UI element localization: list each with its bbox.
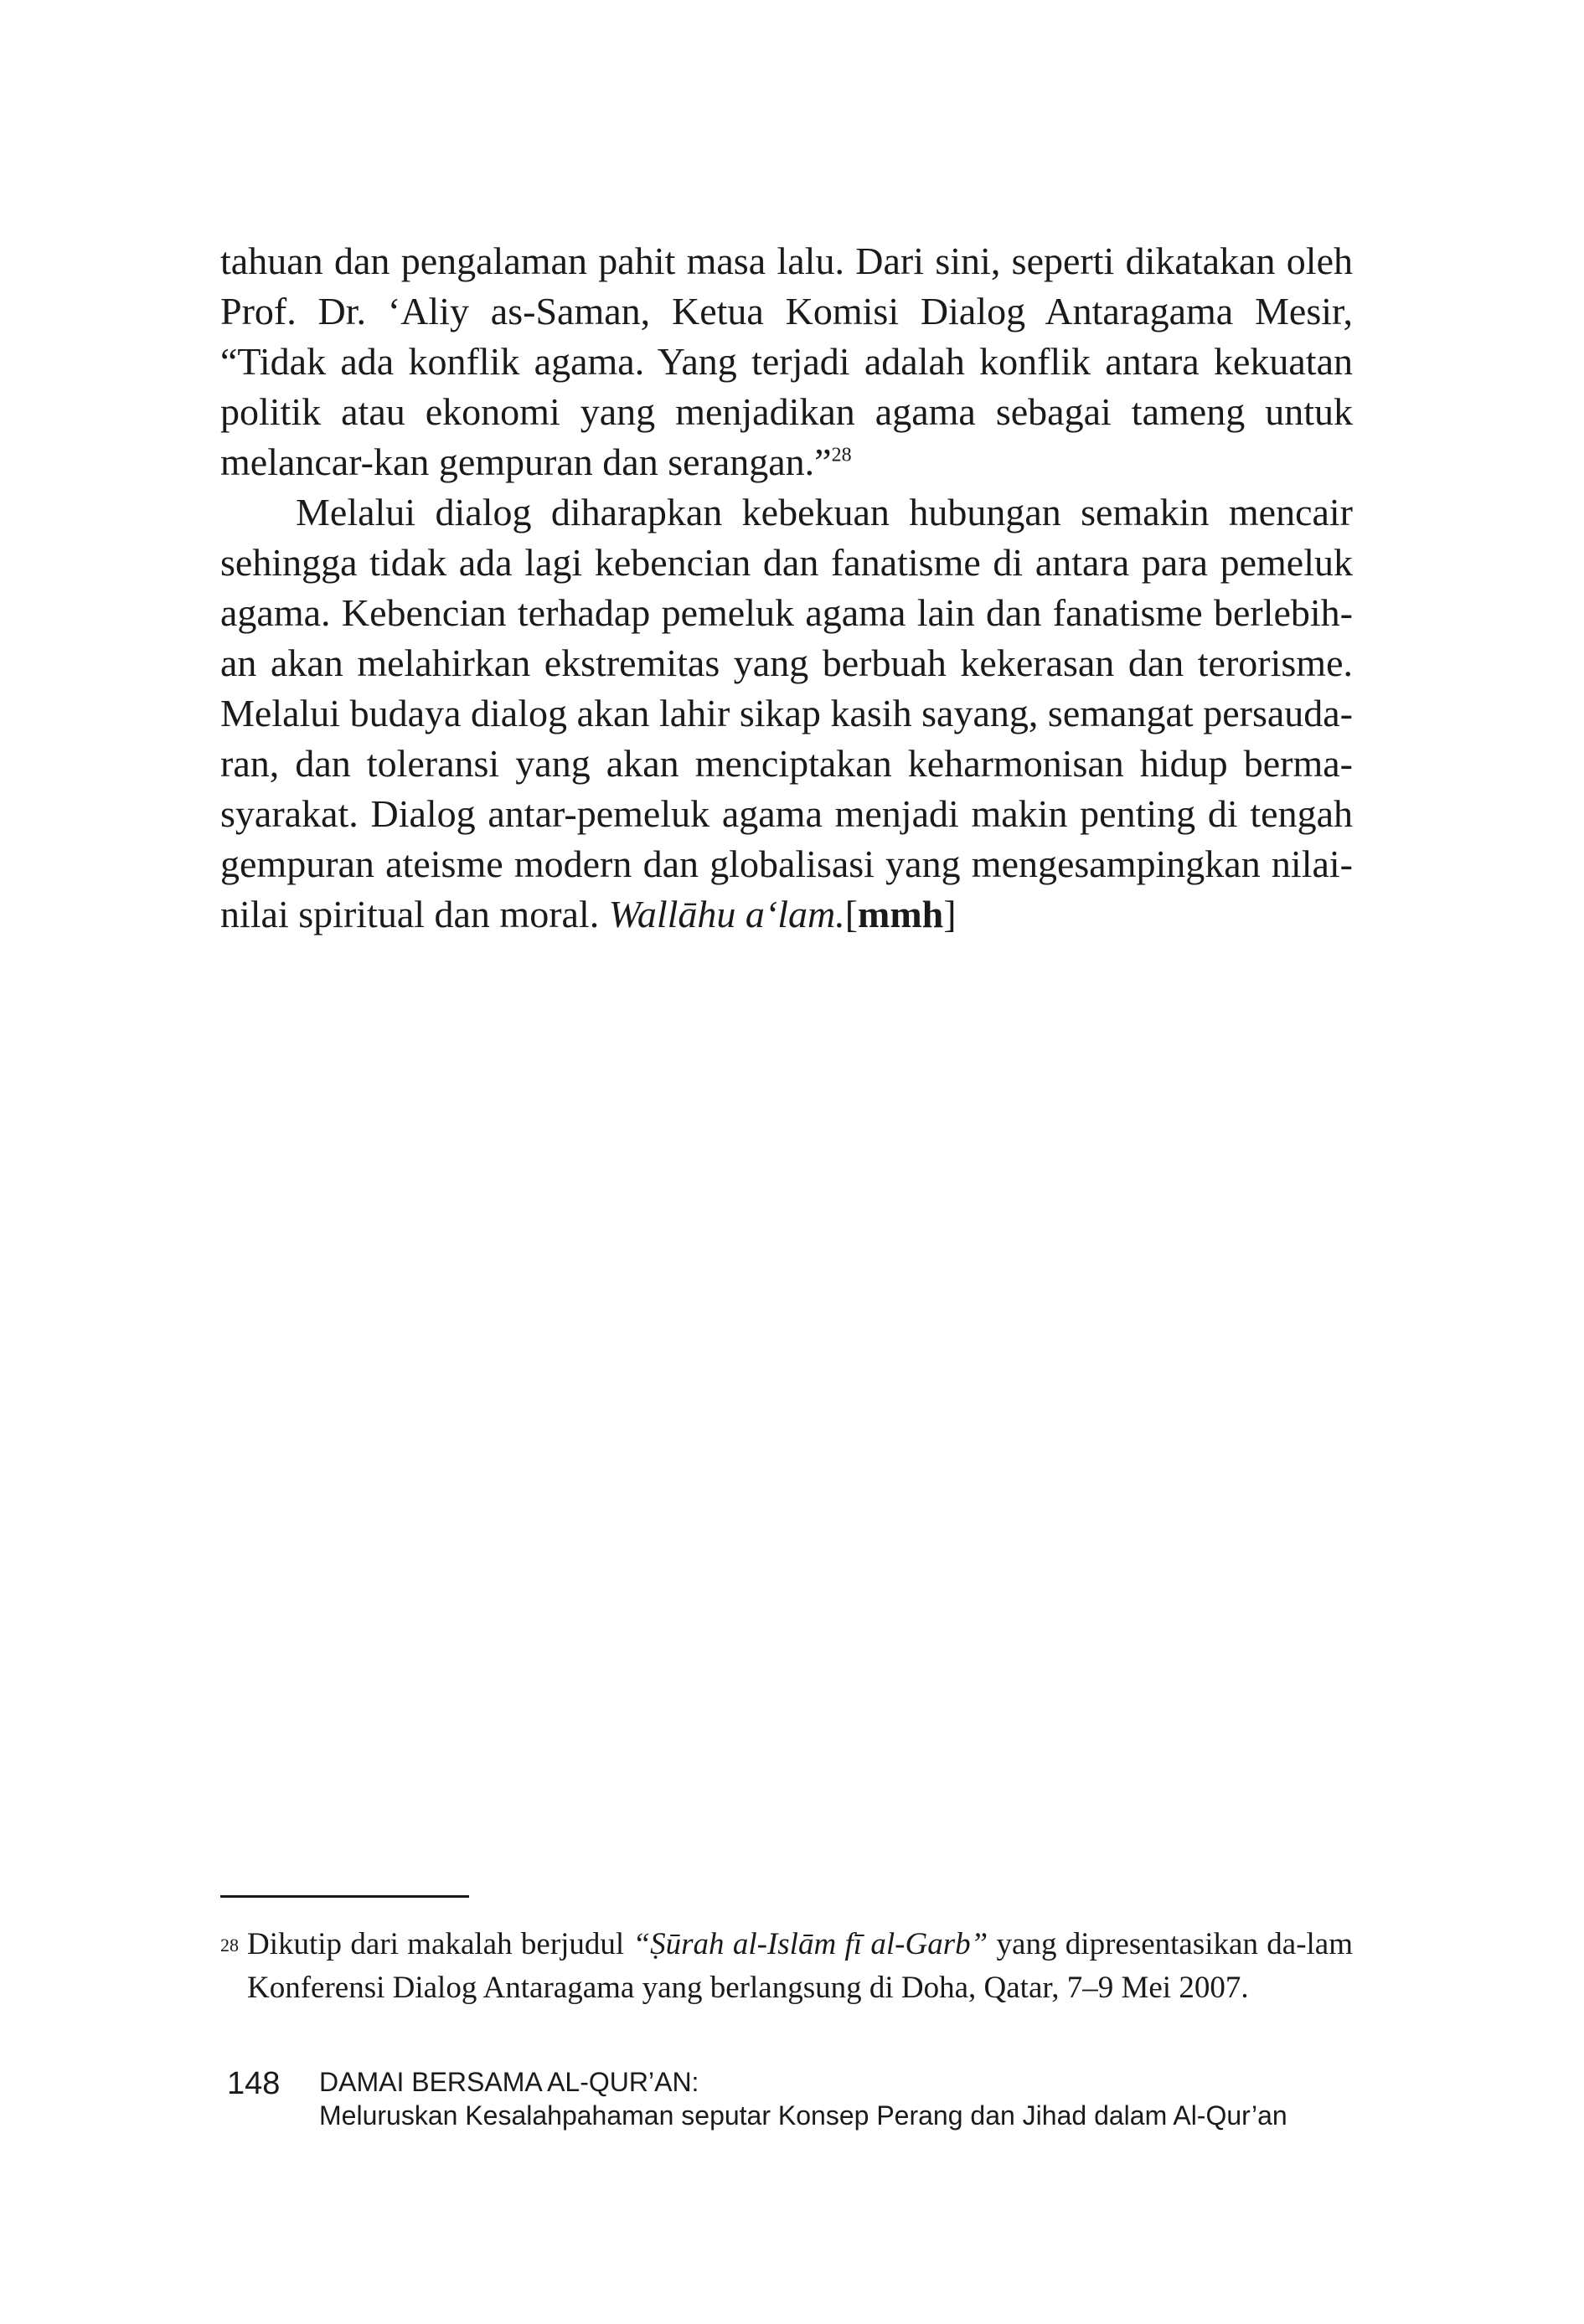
author-bracket-close: ]	[943, 893, 957, 935]
paragraph-2-text: Melalui dialog diharapkan kebekuan hubungan semakin mencair sehingga tidak ada lagi kebencian dan fanatisme di antara para pemeluk agama. Kebencian terhadap pemeluk agama lain dan fanatisme berlebih-an akan melahirkan ekstremitas yang berbuah kekerasan dan terorisme. Melalui budaya dialog akan lahir sikap kasih sayang, semangat persauda-ran, dan toleransi yang akan menciptakan keharmonisan hidup berma-syarakat. Dialog antar-pemeluk agama menjadi makin penting di tengah gempuran ateisme modern dan globalisasi yang mengesampingkan nilai-nilai spiritual dan moral.	[220, 491, 1353, 935]
footnote-text-before: Dikutip dari makalah berjudul	[247, 1927, 633, 1961]
closing-phrase: Wallāhu a‘lam.	[608, 893, 845, 935]
footnote-title: “Ṣūrah al-Islām fī al-Garb”	[632, 1927, 988, 1961]
footnote-text-after: yang dipresentasikan da-lam Konferensi Dialog Antaragama yang berlangsung di Doha, Qatar, 7–9 Mei 2007.	[247, 1927, 1353, 2005]
paragraph-2	[220, 487, 1353, 940]
author-initials: mmh	[858, 893, 944, 935]
paragraph-1-text: tahuan dan pengalaman pahit masa lalu. Dari sini, seperti dikatakan oleh Prof. Dr. ‘Aliy as-Saman, Ketua Komisi Dialog Antaragama Mesir, “Tidak ada konflik agama. Yang terjadi adalah konflik antara kekuatan politik atau ekonomi yang menjadikan agama sebagai tameng untuk melancar-kan gempuran dan serangan.”	[220, 240, 1353, 483]
footnote-reference: 28	[831, 444, 852, 466]
footnote-divider	[220, 1895, 469, 1898]
author-bracket-open: [	[844, 893, 859, 935]
footnote	[220, 1923, 1353, 2010]
paragraph-1	[220, 236, 1353, 487]
body-text	[220, 236, 1353, 940]
book-subtitle: Meluruskan Kesalahpahaman seputar Konsep Perang dan Jihad dalam Al-Qur’an	[319, 2100, 1287, 2131]
page-number: 148	[227, 2066, 281, 2101]
footnote-number: 28	[220, 1935, 239, 1956]
book-title: DAMAI BERSAMA AL-QUR’AN:	[319, 2067, 699, 2097]
